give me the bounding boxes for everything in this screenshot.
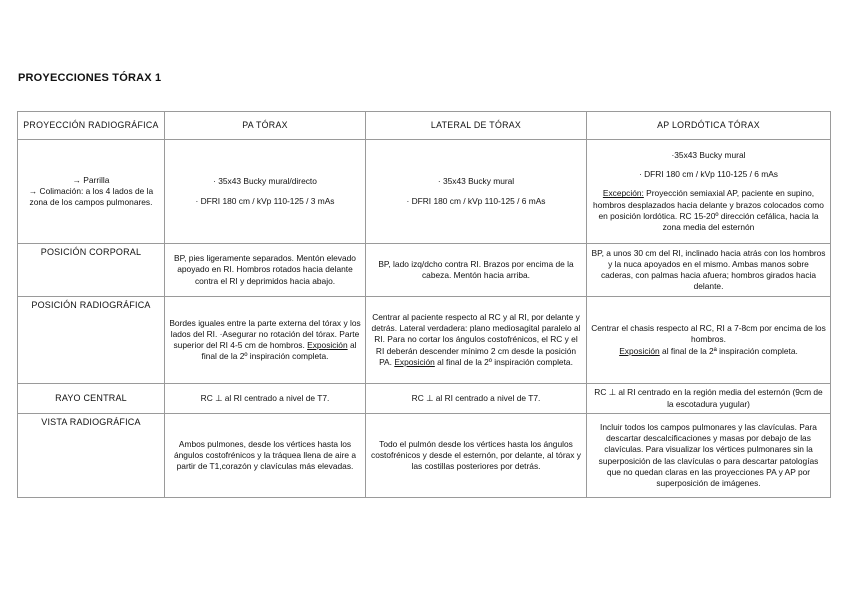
radiographic-view-ap: Incluir todos los campos pulmonares y las clavículas. Para descartar descalcificaciones y masas por debajo de las clavículas. Para visualizar los vértices pulmonares sin la superposición de las clavículas o para descartar patologías que no quedan claras en las proyecciones PA y AP por superposición de imágenes. <box>587 414 831 498</box>
radiographic-view-pa: Ambos pulmones, desde los vértices hasta los ángulos costofrénicos y la tráquea llena de aire a partir de T1,corazón y clavículas más elevadas. <box>165 414 366 498</box>
equipment-label-cell <box>18 140 165 244</box>
header-projection: PROYECCIÓN RADIOGRÁFICA <box>18 112 165 140</box>
header-lateral-torax: LATERAL DE TÓRAX <box>366 112 587 140</box>
body-position-label: POSICIÓN CORPORAL <box>18 244 165 297</box>
radiographic-position-ap <box>587 297 831 384</box>
central-ray-row <box>18 384 831 414</box>
lat-exposure-label: Exposición <box>394 356 435 367</box>
body-position-lat: BP, lado izq/dcho contra RI. Brazos por encima de la cabeza. Mentón hacia arriba. <box>366 244 587 297</box>
central-ray-ap: RC ⊥ al RI centrado en la región media del esternón (9cm de la escotadura yugular) <box>587 384 831 414</box>
pa-technique: · DFRI 180 cm / kVp 110-125 / 3 mAs <box>195 195 335 206</box>
ap-exception-label: Excepción: <box>602 188 644 199</box>
collimation-label: → Colimación: a los 4 lados de la zona de los campos pulmonares. <box>28 185 154 208</box>
radiographic-view-row <box>18 414 831 498</box>
projections-table <box>17 111 831 498</box>
central-ray-lat: RC ⊥ al RI centrado a nivel de T7. <box>366 384 587 414</box>
pa-exposure-text: al final de la 2º inspiración completa. <box>201 340 357 362</box>
radiographic-position-lat-text: Centrar al paciente respecto al RC y al RI, por delante y detrás. Lateral verdadera: plano mediosagital paralelo al RI. Para no cortar los ángulos costofrénicos, el RC y el RI deberán descender mínimo 2 cm desde la posición PA. <box>371 312 581 367</box>
body-position-row <box>18 244 831 297</box>
equipment-ap-cell <box>587 140 831 244</box>
central-ray-label: RAYO CENTRAL <box>18 384 165 414</box>
pa-bucky: · 35x43 Bucky mural/directo <box>213 176 317 187</box>
header-ap-lordotica: AP LORDÓTICA TÓRAX <box>587 112 831 140</box>
radiographic-view-lat: Todo el pulmón desde los vértices hasta los ángulos costofrénicos y desde el esternón, por delante, al tórax y las costillas posteriores por detrás. <box>366 414 587 498</box>
pa-exposure-label: Exposición <box>307 340 348 350</box>
equipment-lat-cell <box>366 140 587 244</box>
header-pa-torax: PA TÓRAX <box>165 112 366 140</box>
radiographic-position-label: POSICIÓN RADIOGRÁFICA <box>18 297 165 384</box>
ap-exception <box>591 188 826 233</box>
page-title: PROYECCIONES TÓRAX 1 <box>18 72 162 84</box>
ap-bucky: ·35x43 Bucky mural <box>671 149 746 160</box>
radiographic-position-lat <box>366 297 587 384</box>
lat-exposure-text: al final de la 2º inspiración completa. <box>434 356 573 367</box>
radiographic-position-pa <box>165 297 366 384</box>
ap-technique: · DFRI 180 cm / kVp 110-125 / 6 mAs <box>638 169 778 180</box>
lat-bucky: · 35x43 Bucky mural <box>437 176 515 187</box>
header-row <box>18 112 831 140</box>
radiographic-position-ap-text: Centrar el chasis respecto al RC, RI a 7-8cm por encima de los hombros. <box>591 323 826 345</box>
radiographic-position-pa-text: Bordes iguales entre la parte externa del tórax y los lados del RI. ·Asegurar no rotación del tórax. Parte superior del RI 4-5 cm de hombros. <box>169 317 361 350</box>
equipment-pa-cell <box>165 140 366 244</box>
radiographic-view-label: VISTA RADIOGRÁFICA <box>18 414 165 498</box>
lat-technique: · DFRI 180 cm / kVp 110-125 / 6 mAs <box>406 195 546 206</box>
central-ray-pa: RC ⊥ al RI centrado a nivel de T7. <box>165 384 366 414</box>
body-position-ap: BP, a unos 30 cm del RI, inclinado hacia atrás con los hombros y la nuca apoyados en el mismo. Ambas manos sobre caderas, con palmas hacia afuera; hombros girados hacia delante. <box>587 244 831 297</box>
equipment-row <box>18 140 831 244</box>
radiographic-position-row <box>18 297 831 384</box>
grid-label: → Parrilla <box>72 174 110 185</box>
ap-exception-text: Proyección semiaxial AP, paciente en supino, hombros desplazados hacia delante y brazos colocados como en posición lordótica. RC 15-20º dirección cefálica, hacia la zona media del esternón <box>593 188 824 232</box>
ap-exposure-label: Exposición <box>619 345 660 356</box>
body-position-pa: BP, pies ligeramente separados. Mentón elevado apoyado en RI. Hombros rotados hacia delante contra el RI y deprimidos hacia abajo. <box>165 244 366 297</box>
ap-exposure-text: al final de la 2ª inspiración completa. <box>659 345 798 356</box>
